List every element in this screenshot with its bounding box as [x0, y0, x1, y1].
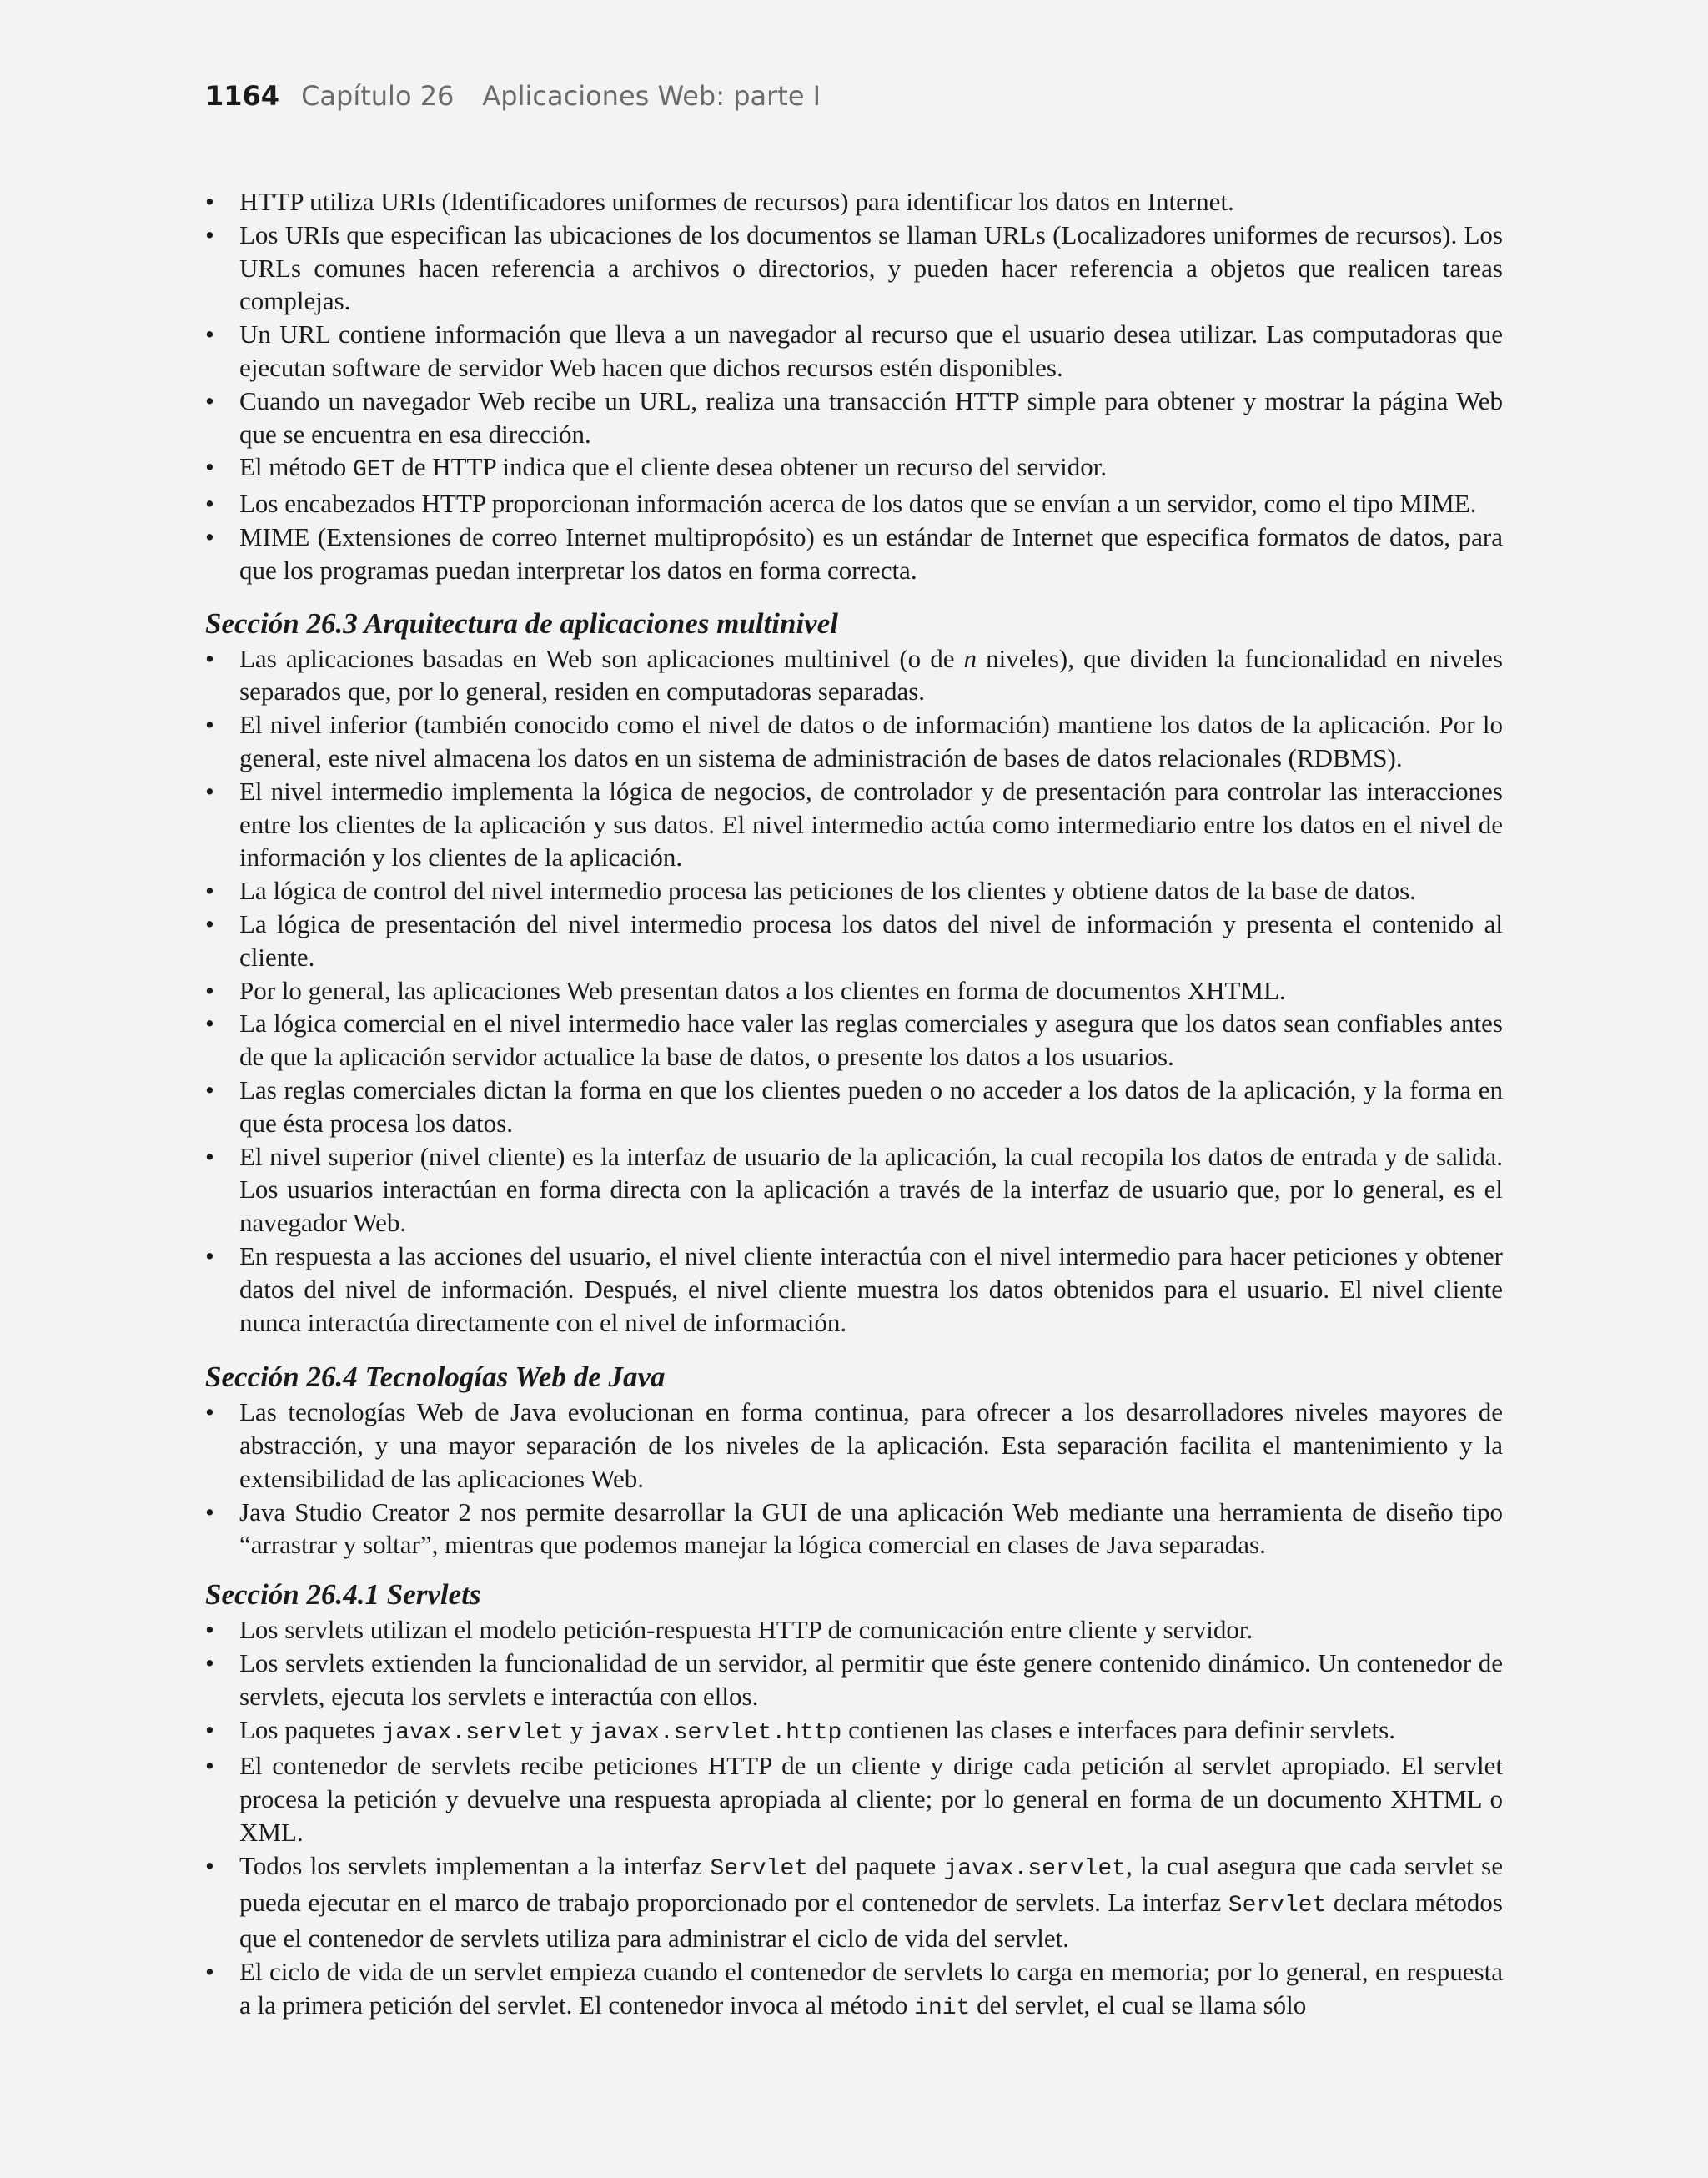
running-header [205, 80, 821, 112]
page-number: 1164 [205, 80, 280, 112]
intro-bullet-list [205, 185, 1503, 587]
list-item: • El contenedor de servlets recibe peticiones HTTP de un cliente y dirige cada petición al servlet apropiado. El servlet procesa la petición y devuelve una respuesta apropiada al cliente; por lo general en forma de un documento XHTML o XML. [205, 1749, 1503, 1849]
section-heading-26-4-1: Sección 26.4.1 Servlets [205, 1578, 481, 1612]
list-item: • Los servlets utilizan el modelo petición-respuesta HTTP de comunicación entre cliente y servidor. [205, 1613, 1503, 1647]
chapter-title: Aplicaciones Web: parte I [482, 80, 821, 112]
list-item: • Los servlets extienden la funcionalidad de un servidor, al permitir que éste genere contenido dinámico. Un contenedor de servlets, ejecuta los servlets e interactúa con ellos. [205, 1647, 1503, 1713]
list-item: • Las aplicaciones basadas en Web son aplicaciones multinivel (o de n niveles), que dividen la funcionalidad en niveles separados que, por lo general, residen en computadoras separadas. [205, 642, 1503, 709]
section-26-3-bullet-list [205, 642, 1503, 1340]
list-item: • Los encabezados HTTP proporcionan información acerca de los datos que se envían a un servidor, como el tipo MIME. [205, 487, 1503, 521]
list-item: • HTTP utiliza URIs (Identificadores uniformes de recursos) para identificar los datos en Internet. [205, 185, 1503, 219]
list-item: • La lógica de presentación del nivel intermedio procesa los datos del nivel de información y presenta el contenido al cliente. [205, 908, 1503, 974]
inline-code: GET [353, 457, 395, 484]
section-heading-26-4: Sección 26.4 Tecnologías Web de Java [205, 1361, 666, 1394]
page-body [205, 185, 1503, 2025]
list-item: • Las reglas comerciales dictan la forma en que los clientes pueden o no acceder a los datos de la aplicación, y la forma en que ésta procesa los datos. [205, 1074, 1503, 1140]
list-item: • La lógica comercial en el nivel intermedio hace valer las reglas comerciales y asegura que los datos sean confiables antes de que la aplicación servidor actualice la base de datos, o presente los datos a los usuarios. [205, 1007, 1503, 1074]
inline-code: javax.servlet [943, 1855, 1126, 1882]
list-item: • Cuando un navegador Web recibe un URL, realiza una transacción HTTP simple para obtener y mostrar la página Web que se encuentra en esa dirección. [205, 385, 1503, 451]
list-item: • Java Studio Creator 2 nos permite desarrollar la GUI de una aplicación Web mediante una herramienta de diseño tipo “arrastrar y soltar”, mientras que podemos manejar la lógica comercial en clases de Java separadas. [205, 1496, 1503, 1562]
inline-code: Servlet [710, 1855, 809, 1882]
list-item: • Un URL contiene información que lleva a un navegador al recurso que el usuario desea utilizar. Las computadoras que ejecutan software de servidor Web hacen que dichos recursos estén disponibles. [205, 318, 1503, 385]
list-item: • Todos los servlets implementan a la interfaz Servlet del paquete javax.servlet, la cual asegura que cada servlet se pueda ejecutar en el marco de trabajo proporcionado por el contenedor de servlets. La interfaz Servlet declara métodos que el contenedor de servlets utiliza para administrar el ciclo de vida del servlet. [205, 1849, 1503, 1955]
section-26-4-bullet-list [205, 1396, 1503, 1562]
list-item: • La lógica de control del nivel intermedio procesa las peticiones de los clientes y obtiene datos de la base de datos. [205, 874, 1503, 908]
section-26-4-1-bullet-list [205, 1613, 1503, 2025]
list-item: • El nivel intermedio implementa la lógica de negocios, de controlador y de presentación para controlar las interacciones entre los clientes de la aplicación y sus datos. El nivel intermedio actúa como intermediario entre los datos en el nivel de información y los clientes de la aplicación. [205, 775, 1503, 874]
section-heading-26-3: Sección 26.3 Arquitectura de aplicaciones multinivel [205, 606, 838, 640]
list-item: • Los URIs que especifican las ubicaciones de los documentos se llaman URLs (Localizadores uniformes de recursos). Los URLs comunes hacen referencia a archivos o directorios, y pueden hacer referencia a objetos que realicen tareas complejas. [205, 219, 1503, 318]
inline-code: javax.servlet [381, 1719, 564, 1746]
italic-term: n [963, 643, 977, 673]
list-item: • El nivel inferior (también conocido como el nivel de datos o de información) mantiene los datos de la aplicación. Por lo general, este nivel almacena los datos en un sistema de administración de bases de datos relacionales (RDBMS). [205, 708, 1503, 775]
list-item: • Las tecnologías Web de Java evolucionan en forma continua, para ofrecer a los desarrolladores niveles mayores de abstracción, y una mayor separación de los niveles de la aplicación. Esta separación facilita el mantenimiento y la extensibilidad de las aplicaciones Web. [205, 1396, 1503, 1495]
list-item: • MIME (Extensiones de correo Internet multipropósito) es un estándar de Internet que especifica formatos de datos, para que los programas puedan interpretar los datos en forma correcta. [205, 521, 1503, 587]
list-item: • El ciclo de vida de un servlet empieza cuando el contenedor de servlets lo carga en memoria; por lo general, en respuesta a la primera petición del servlet. El contenedor invoca al método init del servlet, el cual se llama sólo [205, 1955, 1503, 2025]
list-item: • El nivel superior (nivel cliente) es la interfaz de usuario de la aplicación, la cual recopila los datos de entrada y de salida. Los usuarios interactúan en forma directa con la aplicación a través de la interfaz de usuario que, por lo general, es el navegador Web. [205, 1140, 1503, 1240]
list-item: • Por lo general, las aplicaciones Web presentan datos a los clientes en forma de documentos XHTML. [205, 974, 1503, 1008]
list-item: • En respuesta a las acciones del usuario, el nivel cliente interactúa con el nivel intermedio para hacer peticiones y obtener datos del nivel de información. Después, el nivel cliente muestra los datos obtenidos para el usuario. El nivel cliente nunca interactúa directamente con el nivel de información. [205, 1240, 1503, 1339]
inline-code: init [914, 1995, 971, 2022]
list-item: • Los paquetes javax.servlet y javax.servlet.http contienen las clases e interfaces para definir servlets. [205, 1713, 1503, 1750]
inline-code: Servlet [1228, 1892, 1327, 1919]
inline-code: javax.servlet.http [589, 1719, 842, 1746]
list-item: • El método GET de HTTP indica que el cliente desea obtener un recurso del servidor. [205, 450, 1503, 487]
chapter-label: Capítulo 26 [301, 80, 455, 112]
